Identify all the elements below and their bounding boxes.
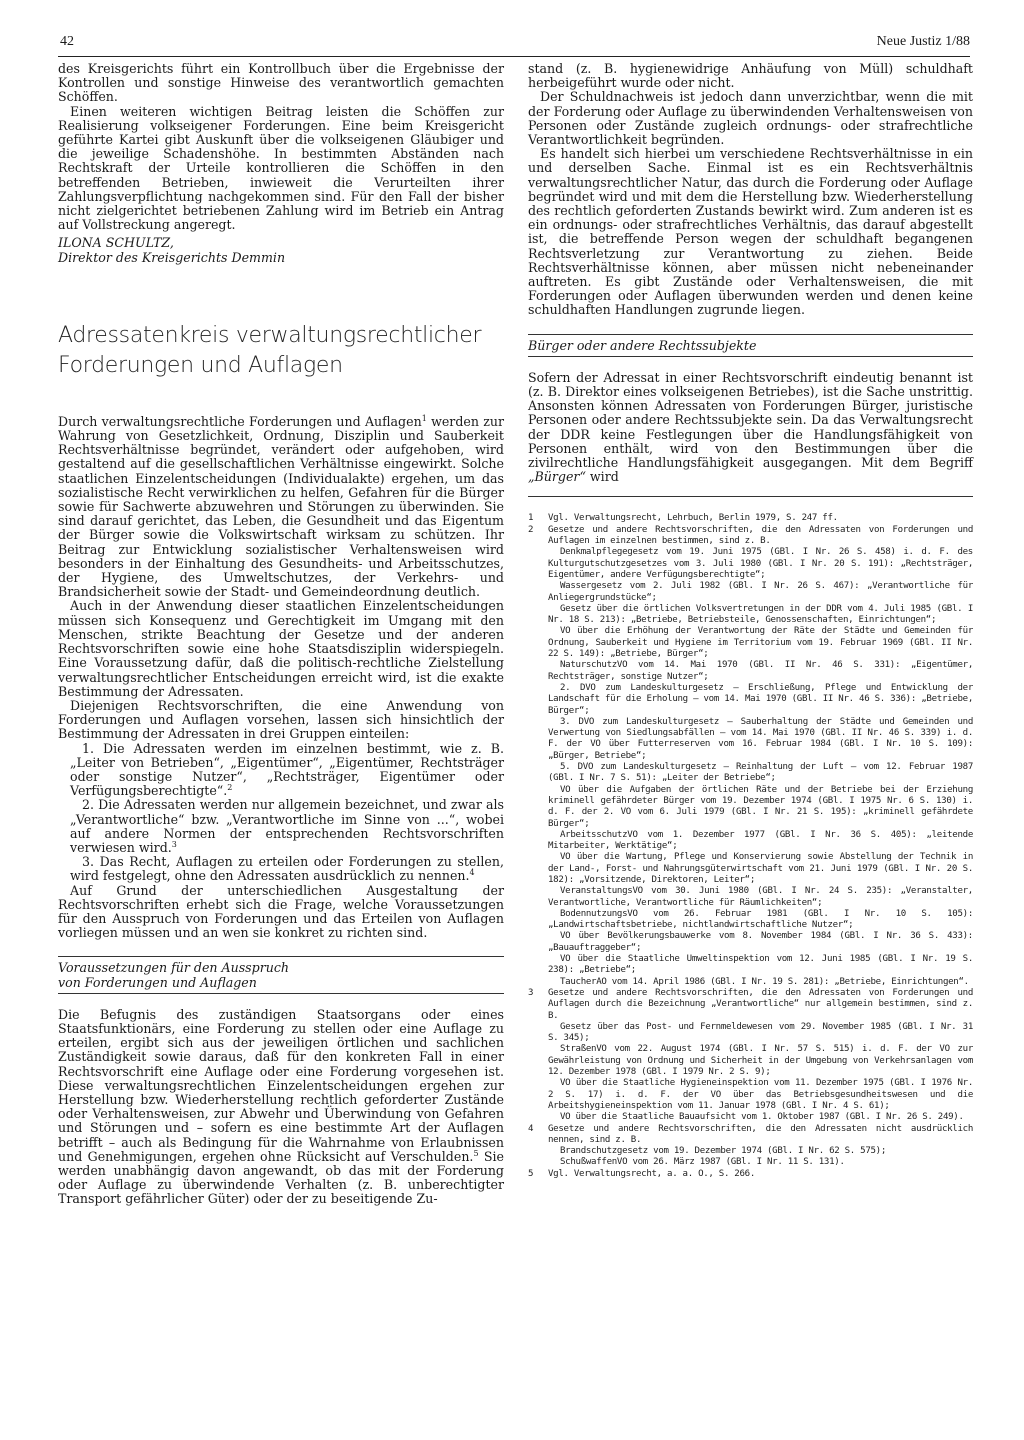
page-number: 42 xyxy=(60,34,74,49)
body-paragraph: Es handelt sich hierbei um verschiedene Rechtsverhältnisse in ein und derselben Sache. Einmal ist es ein Rechtsverhältnis verwaltungsrechtlicher Natur, das durch die Forderung oder Auflage begründet wird und mit dem die Herstellung bzw. Wiederherstellung des rechtlich geforderten Zustands bewirkt wird. Zum anderen ist es ein ordnungs- oder strafrechtliches Verhältnis, das darauf abgestellt ist, die betreffende Person wegen der schuldhaft begangenen Rechtsverletzung zur Verantwortung zu ziehen. Beide Rechtsverhältnisse können, aber müssen nicht nebeneinander auftreten. Es gibt Zustände oder Verhaltensweisen, die mit Forderungen oder Auflagen überwunden werden und denen keine schuldhaften Handlungen zugrunde liegen. xyxy=(528,146,973,318)
footnote-text: Gesetze und andere Rechtsvorschriften, die den Adressaten nicht ausdrücklich nennen, sind z. B. xyxy=(548,1123,973,1145)
footnote-text: Gesetz über die örtlichen Volksvertretungen in der DDR vom 4. Juli 1985 (GBl. I Nr. 18 S. 213): „Betriebe, Betriebsteile, Genossenschaften, Einrichtungen“; xyxy=(548,603,973,626)
text-run: Sie werden unabhängig davon angewandt, ob das mit der Forderung oder Auflage zu überwindende Verhalten (z. B. unberechtigter Transport gefährlicher Güter) oder der zu beseitigende Zu- xyxy=(58,1148,504,1207)
article-title-line: Adressatenkreis verwaltungsrechtlicher xyxy=(58,322,482,348)
footnote-text: VO über die Wartung, Pflege und Konservierung sowie Abstellung der Technik in der Land-, Forst- und Nahrungsgüterwirtschaft vom 21. Juni 1979 (GBl. I Nr. 20 S. 182): „Vorsitzende, Direktoren, Leiter“; xyxy=(548,852,973,885)
author-signature xyxy=(58,236,504,264)
footnote xyxy=(528,1124,973,1169)
section-heading-line: Bürger oder andere Rechtssubjekte xyxy=(528,337,757,353)
footnote xyxy=(528,525,973,988)
emphasized-term: „Bürger“ xyxy=(528,469,586,485)
footnote-number: 2 xyxy=(528,524,534,535)
footnote-text: 2. DVO zum Landeskulturgesetz – Erschließung, Pflege und Entwicklung der Landschaft für die Erholung – vom 14. Mai 1970 (GBl. II Nr. 46 S. 336): „Betriebe, Bürger“; xyxy=(548,682,973,716)
body-paragraph xyxy=(528,371,973,485)
list-item xyxy=(58,798,504,855)
footnote-text: TaucherAO vom 14. April 1986 (GBl. I Nr. 19 S. 281): „Betriebe, Einrichtungen“. xyxy=(560,976,969,987)
footnote xyxy=(528,1169,973,1180)
footnote-ref: 1 xyxy=(421,413,427,423)
text-run: wird xyxy=(585,469,619,485)
footnote-number: 3 xyxy=(528,987,534,998)
author-role: Direktor des Kreisgerichts Demmin xyxy=(58,249,286,265)
body-paragraph: Auch in der Anwendung dieser staatlichen Einzelentscheidungen müssen sich Konsequenz und Gerechtigkeit im Umgang mit den Menschen, strikte Beachtung der Gesetze und der anderen Rechtsvorschriften sowie eine hohe Staatsdisziplin widerspiegeln. Eine Voraussetzung dafür, daß die politisch-rechtliche Zielstellung verwaltungsrechtlicher Entscheidungen erreicht wird, ist die exakte Bestimmung der Adressaten. xyxy=(58,598,504,699)
footnote-text: Gesetze und andere Rechtsvorschriften, die den Adressaten von Forderungen und Auflagen im einzelnen bestimmen, sind z. B. xyxy=(548,524,973,547)
body-paragraph: Diejenigen Rechtsvorschriften, die eine Anwendung von Forderungen und Auflagen vorsehen, lassen sich hinsichtlich der Bestimmung der Adressaten in drei Gruppen einteilen: xyxy=(58,697,504,742)
page-header xyxy=(58,34,970,57)
section-heading xyxy=(58,956,504,993)
footnote-text: SchußwaffenVO vom 26. März 1987 (GBl. I Nr. 11 S. 131). xyxy=(560,1157,845,1168)
footnote-text: StraßenVO vom 22. August 1974 (GBl. I Nr. 57 S. 515) i. d. F. der VO zur Gewährleistung von Ordnung und Sicherheit in der Umgebung von Verkehrsanlagen vom 12. Dezember 1978 (GBl. I 1979 Nr. 2 S. 9); xyxy=(548,1044,973,1078)
footnote-text: VeranstaltungsVO vom 30. Juni 1980 (GBl. I Nr. 24 S. 235): „Veranstalter, Verantwortliche, Verantwortliche für Räumlichkeiten“; xyxy=(548,886,973,908)
footnote-text: NaturschutzVO vom 14. Mai 1970 (GBl. II Nr. 46 S. 331): „Eigentümer, Rechtsträger, sonstige Nutzer“; xyxy=(548,660,973,682)
footnote-text: VO über die Erhöhung der Verantwortung der Räte der Städte und Gemeinden für Ordnung, Sauberkeit und Hygiene im Territorium vom 19. Februar 1969 (GBl. II Nr. 22 S. 149): „Betriebe, Bürger“; xyxy=(548,626,973,660)
footnote-text: VO über Bevölkerungsbauwerke vom 8. November 1984 (GBl. I Nr. 36 S. 433): „Bauauftraggeber“; xyxy=(548,931,973,953)
text-run: Die Befugnis des zuständigen Staatsorgans oder eines Staatsfunktionärs, eine Forderung zu stellen oder eine Auflage zu erteilen, ergibt sich aus der jeweiligen örtlichen und sachlichen Zuständigkeit sowie daraus, daß für den konkreten Fall in einer Rechtsvorschrift eine Auflage oder eine Forderung vorgesehen ist. Diese verwaltungsrechtlichen Einzelentscheidungen ergehen zur Herstellung bzw. Wiederherstellung rechtlich geforderter Zustände oder Verhaltensweisen, zur Abwehr und Überwindung von Gefahren und Störungen und – sofern es eine bestimmte Art der Auflagen betrifft – auch als Bedingung für die Wahrnahme von Erlaubnissen und Genehmigungen, ergehen ohne Rücksicht auf Verschulden. xyxy=(58,1006,504,1164)
footnote-text: VO über die Staatliche Bauaufsicht vom 1. Oktober 1987 (GBl. I Nr. 26 S. 249). xyxy=(560,1112,964,1123)
list-item xyxy=(58,855,504,883)
footnote-number: 4 xyxy=(528,1123,534,1134)
footnote-text: Wassergesetz vom 2. Juli 1982 (GBl. I Nr. 26 S. 467): „Verantwortliche für Anliegergrundstücke“; xyxy=(548,581,973,603)
footnote-text: Gesetze und andere Rechtsvorschriften, die den Adressaten von Forderungen und Auflagen durch die Bezeichnung „Verantwortliche“ nur allgemein bestimmen, sind z. B. xyxy=(548,987,973,1021)
body-paragraph xyxy=(58,415,504,600)
footnote-ref: 5 xyxy=(473,1148,479,1158)
journal-title: Neue Justiz 1/88 xyxy=(876,34,970,49)
footnote-text: Vgl. Verwaltungsrecht, a. a. O., S. 266. xyxy=(548,1168,755,1179)
footnote xyxy=(528,513,973,524)
footnote-ref: 4 xyxy=(469,868,475,878)
section-heading xyxy=(528,334,973,357)
footnote xyxy=(528,988,973,1124)
footnote-number: 1 xyxy=(528,513,534,524)
body-paragraph: stand (z. B. hygienewidrige Anhäufung von Müll) schuldhaft herbeigeführt wurde oder nicht. xyxy=(528,61,973,91)
right-column xyxy=(528,62,973,1180)
text-run: 1. Die Adressaten werden im einzelnen bestimmt, wie z. B. „Leiter von Betrieben“, „Eigentümer“, „Eigentümer, Rechtsträger oder sonstige Nutzer“, „Rechtsträger, Eigentümer oder Verfügungsberechtigte“. xyxy=(70,740,504,799)
text-run: 2. Die Adressaten werden nur allgemein bezeichnet, und zwar als „Verantwortliche“ bzw. „Verantwortliche im Sinne von ...“, wobei auf andere Normen der entsprechenden Rechtsvorschriften verwiesen wird. xyxy=(70,797,504,855)
body-paragraph: Auf Grund der unterschiedlichen Ausgestaltung der Rechtsvorschriften erhebt sich die Frage, welche Voraussetzungen für den Ausspruch von Forderungen und das Erteilen von Auflagen vorliegen müssen und an wen sie konkret zu richten sind. xyxy=(58,882,504,941)
text-run: 3. Das Recht, Auflagen zu erteilen oder Forderungen zu stellen, wird festgelegt, ohne den Adressaten ausdrücklich zu nennen. xyxy=(70,854,504,884)
footnote-ref: 3 xyxy=(171,839,177,849)
section-heading-line: von Forderungen und Auflagen xyxy=(58,974,257,990)
footnote-text: 5. DVO zum Landeskulturgesetz – Reinhaltung der Luft – vom 12. Februar 1987 (GBl. I Nr. 7 S. 51): „Leiter der Betriebe“; xyxy=(548,762,973,784)
footnote-text: Denkmalpflegegesetz vom 19. Juni 1975 (GBl. I Nr. 26 S. 458) i. d. F. des Kulturgutschutzgesetzes vom 3. Juli 1980 (GBl. I Nr. 20 S. 191): „Rechtsträger, Eigentümer, andere Verfügungsberechtigte“; xyxy=(548,547,973,580)
body-paragraph: Der Schuldnachweis ist jedoch dann unverzichtbar, wenn die mit der Forderung oder Auflage zu überwindenden Verhaltensweisen von Personen oder Zustände zugleich ordnungs- oder strafrechtliche Verantwortlichkeit begründen. xyxy=(528,89,973,148)
list-item xyxy=(58,742,504,799)
text-run: werden zur Wahrung von Gesetzlichkeit, Ordnung, Disziplin und Sauberkeit Rechtsverhältnisse begründet, verändert oder aufgehoben, wird gestaltend auf die gesellschaftlichen Verhältnisse eingewirkt. Solche staatlichen Einzelentscheidungen (Individualakte) ergehen, um das sozialistische Recht verwirklichen zu helfen, Gefahren für die Bürger sowie für Sachwerte abzuwehren und Störungen zu überwinden. Sie sind darauf gerichtet, das Leben, die Gesundheit und das Eigentum der Bürger sowie die Volkswirtschaft wirksam zu schützen. Ihr Beitrag zur Entwicklung sozialistischer Verhaltensweisen wird besonders in der Einhaltung des Gesundheits- und Arbeitsschutzes, der Hygiene, des Umweltschutzes, der Verkehrs- und Brandsicherheit sowie der Stadt- und Gemeindeordnung deutlich. xyxy=(58,413,504,600)
footnote-text: VO über die Aufgaben der örtlichen Räte und der Betriebe bei der Erziehung kriminell gefährdeter Bürger vom 19. Dezember 1974 (GBl. I 1975 Nr. 6 S. 130) i. d. F. der 2. VO vom 6. Juli 1979 (GBl. I Nr. 21 S. 195): „kriminell gefährdete Bürger“; xyxy=(548,784,973,829)
section-heading-line: Voraussetzungen für den Ausspruch xyxy=(58,960,289,976)
article-title-line: Forderungen und Auflagen xyxy=(58,352,343,378)
article-title xyxy=(58,321,504,381)
intro-paragraph: des Kreisgerichts führt ein Kontrollbuch über die Ergebnisse der Kontrollen und sonstige Hinweise des verantwortlich gemachten Schöffen. xyxy=(58,61,504,105)
footnote-text: Brandschutzgesetz vom 19. Dezember 1974 (GBl. I Nr. 62 S. 575); xyxy=(560,1146,887,1157)
text-run: Sofern der Adressat in einer Rechtsvorschrift eindeutig benannt ist (z. B. Direktor eines volkseigenen Betriebes), ist die Sache unstrittig. Ansonsten können Adressaten von Forderungen Bürger, juristische Personen oder andere Rechtssubjekte sein. Da das Verwaltungsrecht der DDR keine Festlegungen über die Handlungsfähigkeit von Personen enthält, wird von den Bestimmungen über die zivilrechtliche Handlungsfähigkeit ausgegangen. Mit dem Begriff xyxy=(528,369,973,471)
footnote-text: VO über die Staatliche Hygieneinspektion vom 11. Dezember 1975 (GBl. I 1976 Nr. 2 S. 17) i. d. F. der VO über das Betriebsgesundheitswesen und die Arbeitshygieneinspektion vom 11. Januar 1978 (GBl. I Nr. 4 S. 61); xyxy=(548,1078,973,1111)
footnotes xyxy=(528,513,973,1180)
footnote-text: ArbeitsschutzVO vom 1. Dezember 1977 (GBl. I Nr. 36 S. 405): „leitende Mitarbeiter, Werktätige“; xyxy=(548,829,973,852)
footnote-text: VO über die Staatliche Umweltinspektion vom 12. Juni 1985 (GBl. I Nr. 19 S. 238): „Betriebe“; xyxy=(548,954,973,976)
footnote-text: Vgl. Verwaltungsrecht, Lehrbuch, Berlin 1979, S. 247 ff. xyxy=(548,513,838,524)
footnote-text: BodennutzungsVO vom 26. Februar 1981 (GBl. I Nr. 10 S. 105): „Landwirtschaftsbetriebe, nichtlandwirtschaftliche Nutzer“; xyxy=(548,908,973,931)
intro-paragraph: Einen weiteren wichtigen Beitrag leisten die Schöffen zur Realisierung volkseigener Forderungen. Eine beim Kreisgericht geführte Kartei gibt Auskunft über die volkseigenen Gläubiger und die jeweilige Schadenshöhe. In bestimmten Abständen nach Rechtskraft der Urteile kontrollieren die Schöffen in den betreffenden Betrieben, inwieweit die Verurteilten ihrer Zahlungsverpflichtung nachgekommen sind. Für den Fall der bisher nicht zielgerichtet betriebenen Zahlung wird im Betrieb ein Antrag auf Vollstreckung angeregt. xyxy=(58,103,504,233)
footnote-number: 5 xyxy=(528,1168,534,1179)
footnote-text: Gesetz über das Post- und Fernmeldewesen vom 29. November 1985 (GBl. I Nr. 31 S. 345); xyxy=(548,1021,973,1044)
text-run: Durch verwaltungsrechtliche Forderungen und Auflagen xyxy=(58,413,422,429)
author-name: ILONA SCHULTZ, xyxy=(58,235,174,251)
footnote-ref: 2 xyxy=(227,782,233,792)
footnote-divider xyxy=(528,496,973,497)
body-paragraph xyxy=(58,1008,504,1207)
left-column xyxy=(58,62,504,1207)
footnote-text: 3. DVO zum Landeskulturgesetz – Sauberhaltung der Städte und Gemeinden und Verwertung von Siedlungsabfällen – vom 14. Mai 1970 (GBl. II Nr. 46 S. 339) i. d. F. der VO über Futterreserven vom 16. Februar 1984 (GBl. I Nr. 10 S. 109): „Bürger, Betriebe“; xyxy=(548,716,973,761)
